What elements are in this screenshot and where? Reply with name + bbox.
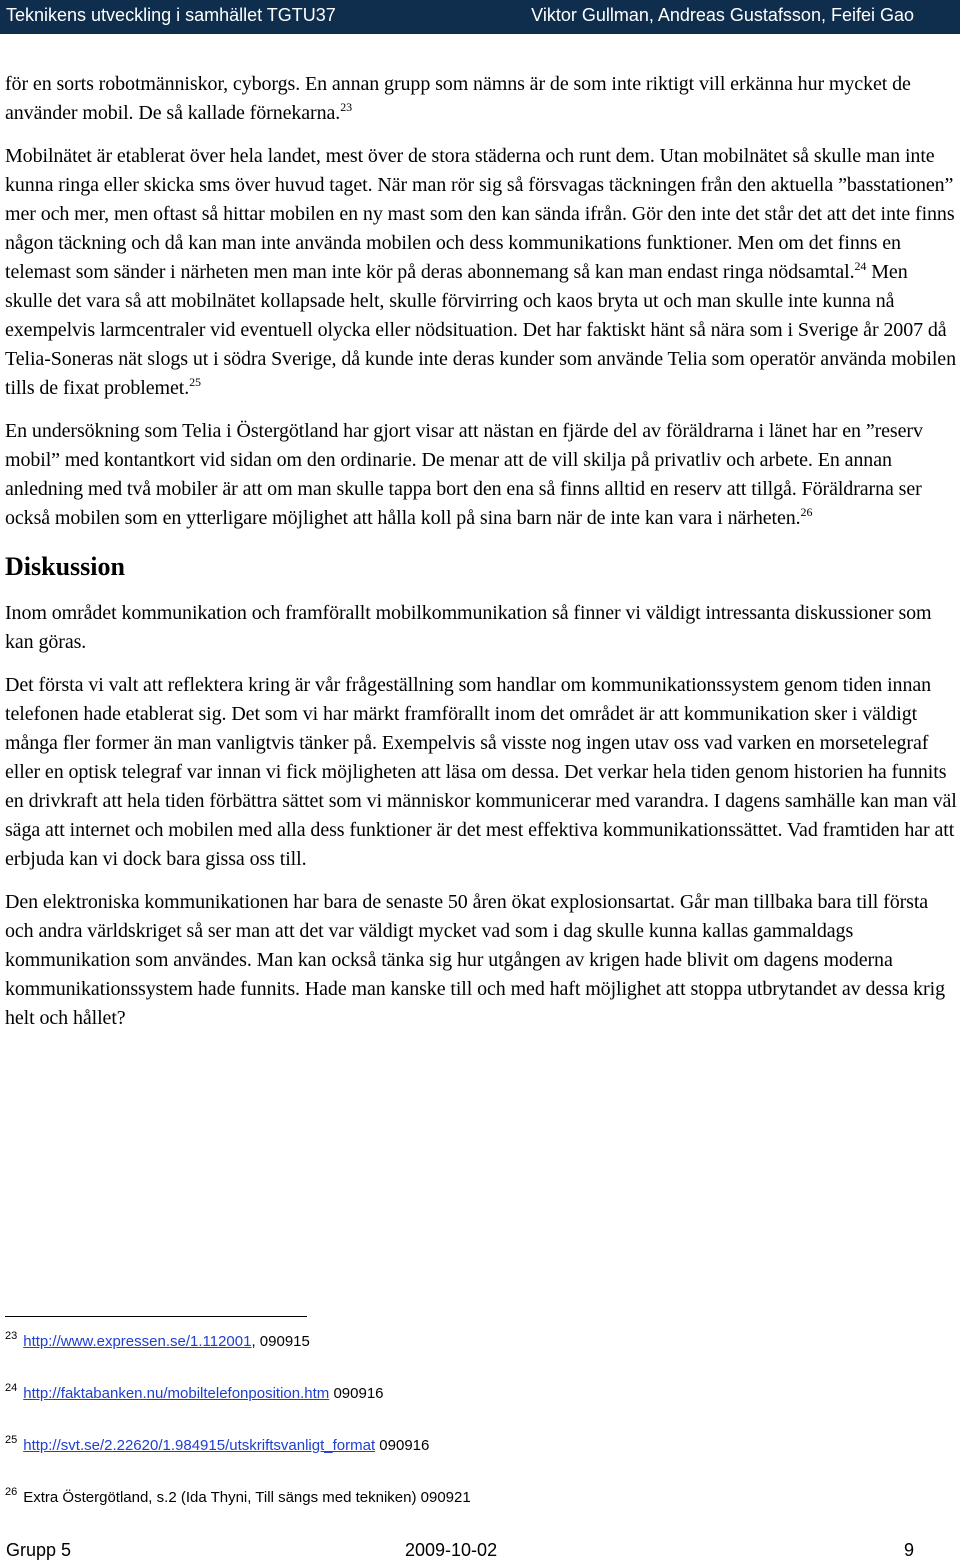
footnote-26: $^{26}$ Extra Östergötland, s.2 (Ida Thyni, Till sängs med tekniken) 090921 (5, 1486, 471, 1506)
footnote-link[interactable]: http://svt.se/2.22620/1.984915/utskriftsvanligt_format (23, 1437, 376, 1454)
section-heading: Diskussion (5, 552, 125, 581)
page-number: 9 (903, 1540, 914, 1560)
paragraph-4: Inom området kommunikation och framförallt mobilkommunikation så finner vi väldigt intressanta diskussioner som kan göras. (5, 602, 932, 653)
footnote-separator (5, 1316, 307, 1317)
paragraph-2: Mobilnätet är etablerat över hela landet, mest över de stora städerna och runt dem. Utan mobilnätet så skulle man inte kunna ringa eller skicka sms över huvud taget. När man rör sig så försvagas täckningen från den aktuella ”basstationen” mer och mer, men oftast så hittar mobilen en ny mast som den kan sända ifrån. Gör den inte det står det att det inte finns någon täckning och då kan man inte använda mobilen och dess kommunikations funktioner. Men om det finns en telemast som sänder i närheten men man inte kör på deras abonnemang så kan man endast ringa nödsamtal.$^{24}$ Men skulle det vara så att mobilnätet kollapsade helt, skulle förvirring och kaos bryta ut och man skulle inte kunna nå exempelvis larmcentraler vid eventuell olycka eller nödsituation. Det har faktiskt hänt så nära som i Sverige år 2007 då Telia-Soneras nät slogs ut i södra Sverige, då kunde inte deras kunder som använde Telia som operatör använda mobilen tills de fixat problemet.$^{25}$ (5, 145, 956, 399)
paragraph-1: för en sorts robotmänniskor, cyborgs. En annan grupp som nämns är de som inte riktigt vill erkänna hur mycket de använder mobil. De så kallade förnekarna.$^{23}$ (5, 73, 911, 124)
header-authors: Viktor Gullman, Andreas Gustafsson, Feifei Gao (531, 5, 914, 25)
page-footer (0, 1534, 960, 1568)
footnote-link[interactable]: http://www.expressen.se/1.112001 (23, 1333, 252, 1350)
document-body (5, 70, 958, 1033)
paragraph-6: Den elektroniska kommunikationen har bara de senaste 50 åren ökat explosionsartat. Går man tillbaka bara till första och andra världskriget så ser man att det var väldigt mycket vad som i dag skulle kunna kallas gammaldags kommunikation som användes. Man kan också tänka sig hur utgången av krigen hade blivit om dagens moderna kommunikationssystem hade funnits. Hade man kanske till och med haft möjlighet att stoppa utbrytandet av dessa krig helt och hållet? (5, 891, 945, 1029)
footnotes (5, 1327, 945, 1535)
footnote-ref-24[interactable]: 24 (854, 259, 867, 273)
paragraph-5: Det första vi valt att reflektera kring är vår frågeställning som handlar om kommunikationssystem genom tiden innan telefonen hade etablerat sig. Det som vi har märkt framförallt inom det området är att kommunikation sker i väldigt många fler former än man vanligtvis tänker på. Exempelvis så visste nog ingen utav oss vad varken en morsetelegraf eller en optisk telegraf var innan vi fick möjligheten att läsa om dessa. Det verkar hela tiden genom historien ha funnits en drivkraft att hela tiden förbättra sättet som vi människor kommunicerar med varandra. I dagens samhälle kan man väl säga att internet och mobilen med alla dess funktioner är det mest effektiva kommunikationssättet. Vad framtiden har att erbjuda kan vi dock bara gissa oss till. (5, 674, 957, 870)
page-header (0, 0, 960, 34)
footnote-ref-25[interactable]: 25 (189, 375, 201, 389)
footnote-24: $^{24}$ http://faktabanken.nu/mobiltelefonposition.htm 090916 (5, 1382, 384, 1402)
footnote-25: $^{25}$ http://svt.se/2.22620/1.984915/utskriftsvanligt_format 090916 (5, 1434, 430, 1454)
footer-date: 2009-10-02 (405, 1540, 498, 1560)
footnote-link[interactable]: http://faktabanken.nu/mobiltelefonposition.htm (23, 1385, 330, 1402)
footnote-ref-26[interactable]: 26 (800, 505, 813, 519)
footnote-ref-23[interactable]: 23 (340, 100, 353, 114)
header-course-title: Teknikens utveckling i samhället TGTU37 (6, 5, 336, 25)
footnote-23: $^{23}$ http://www.expressen.se/1.112001, 090915 (5, 1330, 310, 1350)
paragraph-3: En undersökning som Telia i Östergötland har gjort visar att nästan en fjärde del av föräldrarna i länet har en ”reserv mobil” med kontantkort vid sidan om den ordinarie. De menar att de vill skilja på privatliv och arbete. En annan anledning med två mobiler är att om man skulle tappa bort den ena så finns alltid en reserv att tillgå. Föräldrarna ser också mobilen som en ytterligare möjlighet att hålla koll på sina barn när de inte kan vara i närheten.$^{26}$ (5, 420, 923, 529)
footer-group: Grupp 5 (6, 1540, 72, 1560)
